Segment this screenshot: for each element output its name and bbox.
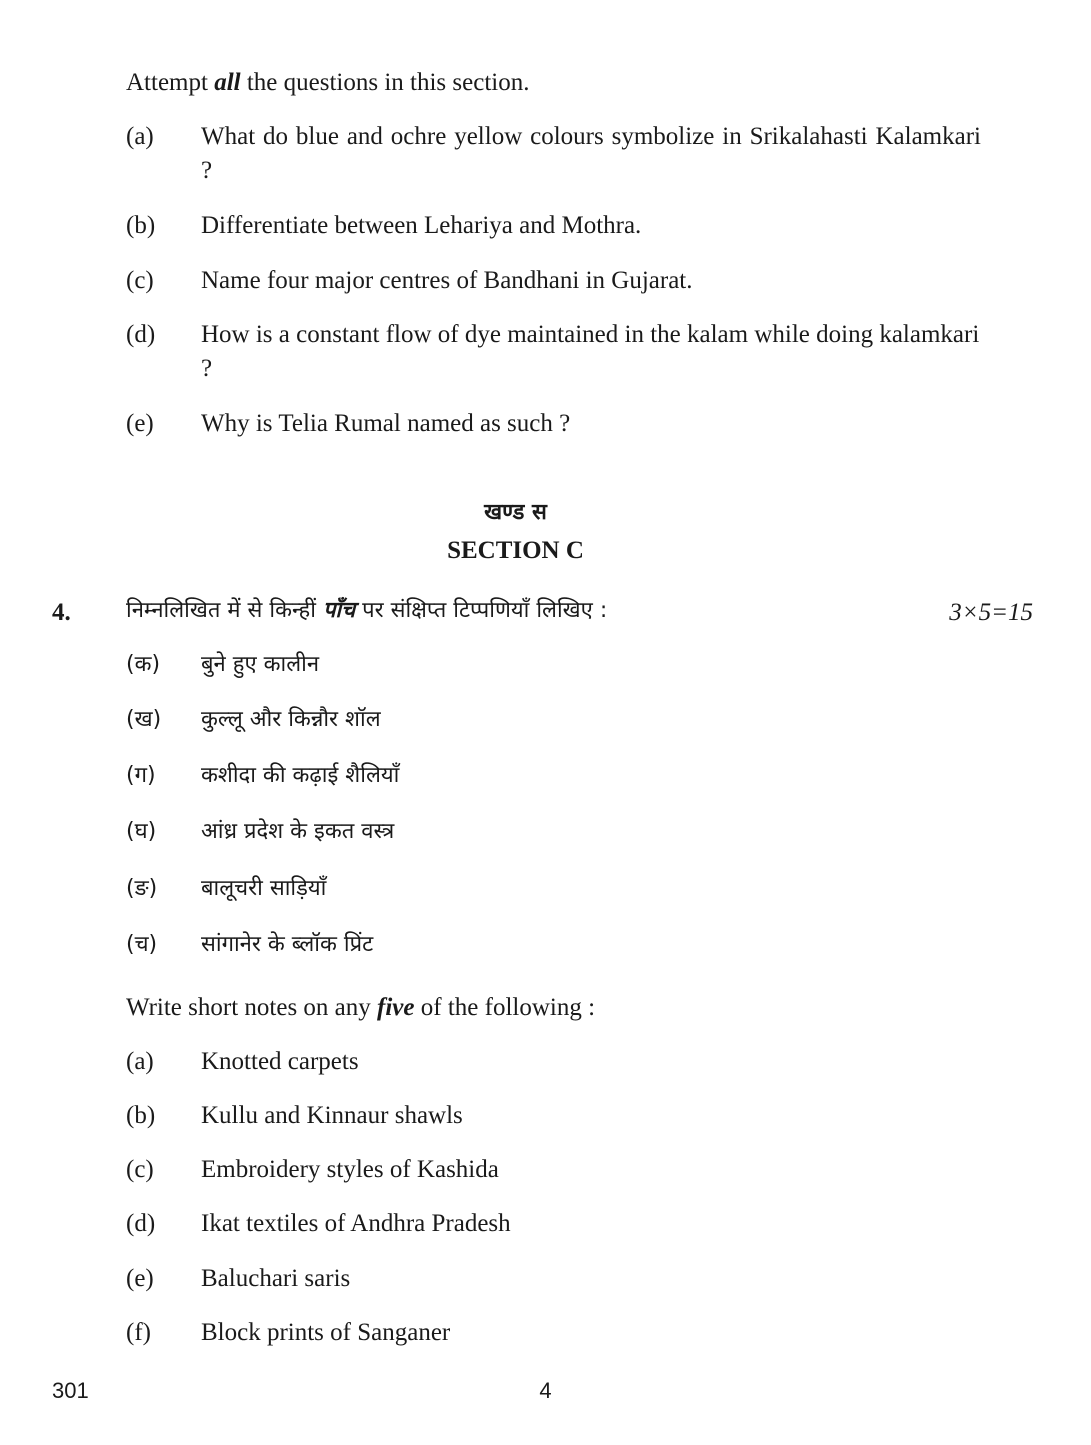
item-label: (c): [126, 267, 154, 294]
marks: 3×5=15: [949, 599, 1033, 626]
item-label: (f): [126, 1319, 151, 1346]
item-label: (b): [126, 212, 156, 239]
item-text: Kullu and Kinnaur shawls: [201, 1102, 463, 1129]
item-label: (e): [126, 410, 154, 437]
item-label: (a): [126, 123, 154, 150]
hindi-item-text: आंध्र प्रदेश के इकत वस्त्र: [201, 819, 395, 844]
hindi-item-text: बालूचरी साड़ियाँ: [201, 876, 327, 901]
section-instruction: Attempt all the questions in this section.: [126, 69, 530, 96]
section-heading-hindi: खण्ड स: [484, 500, 547, 525]
hindi-item-label: (ख): [126, 707, 162, 732]
question-number: 4.: [52, 599, 71, 626]
item-label: (b): [126, 1102, 156, 1129]
paper-code: 301: [52, 1378, 89, 1403]
item-label: (d): [126, 321, 156, 348]
hindi-item-label: (घ): [126, 819, 157, 844]
item-text: What do blue and ochre yellow colours symbolize in Srikalahasti Kalamkari ?: [201, 123, 981, 184]
item-text: Why is Telia Rumal named as such ?: [201, 410, 571, 437]
item-label: (e): [126, 1265, 154, 1292]
english-instruction: Write short notes on any five of the following :: [126, 994, 596, 1021]
item-text: How is a constant flow of dye maintained in the kalam while doing kalamkari ?: [201, 321, 980, 382]
item-text: Block prints of Sanganer: [201, 1319, 451, 1346]
hindi-item-label: (क): [126, 652, 161, 677]
item-text: Differentiate between Lehariya and Mothra.: [201, 212, 642, 239]
item-text: Ikat textiles of Andhra Pradesh: [201, 1210, 511, 1237]
hindi-item-text: कशीदा की कढ़ाई शैलियाँ: [201, 763, 400, 788]
item-label: (c): [126, 1156, 154, 1183]
hindi-item-text: सांगानेर के ब्लॉक प्रिंट: [201, 932, 374, 957]
item-text: Baluchari saris: [201, 1265, 351, 1292]
item-text: Name four major centres of Bandhani in Gujarat.: [201, 267, 693, 294]
hindi-item-label: (ङ): [126, 876, 158, 901]
item-label: (a): [126, 1048, 154, 1075]
item-label: (d): [126, 1210, 156, 1237]
hindi-item-text: बुने हुए कालीन: [201, 652, 320, 677]
hindi-item-label: (च): [126, 932, 158, 957]
section-heading: SECTION C: [447, 537, 584, 564]
item-text: Knotted carpets: [201, 1048, 359, 1075]
hindi-item-label: (ग): [126, 763, 156, 788]
item-text: Embroidery styles of Kashida: [201, 1156, 499, 1183]
hindi-instruction: निम्नलिखित में से किन्हीं पाँच पर संक्षिप्त टिप्पणियाँ लिखिए :: [126, 598, 608, 623]
page-number: 4: [539, 1378, 552, 1403]
hindi-item-text: कुल्लू और किन्नौर शॉल: [201, 707, 381, 732]
